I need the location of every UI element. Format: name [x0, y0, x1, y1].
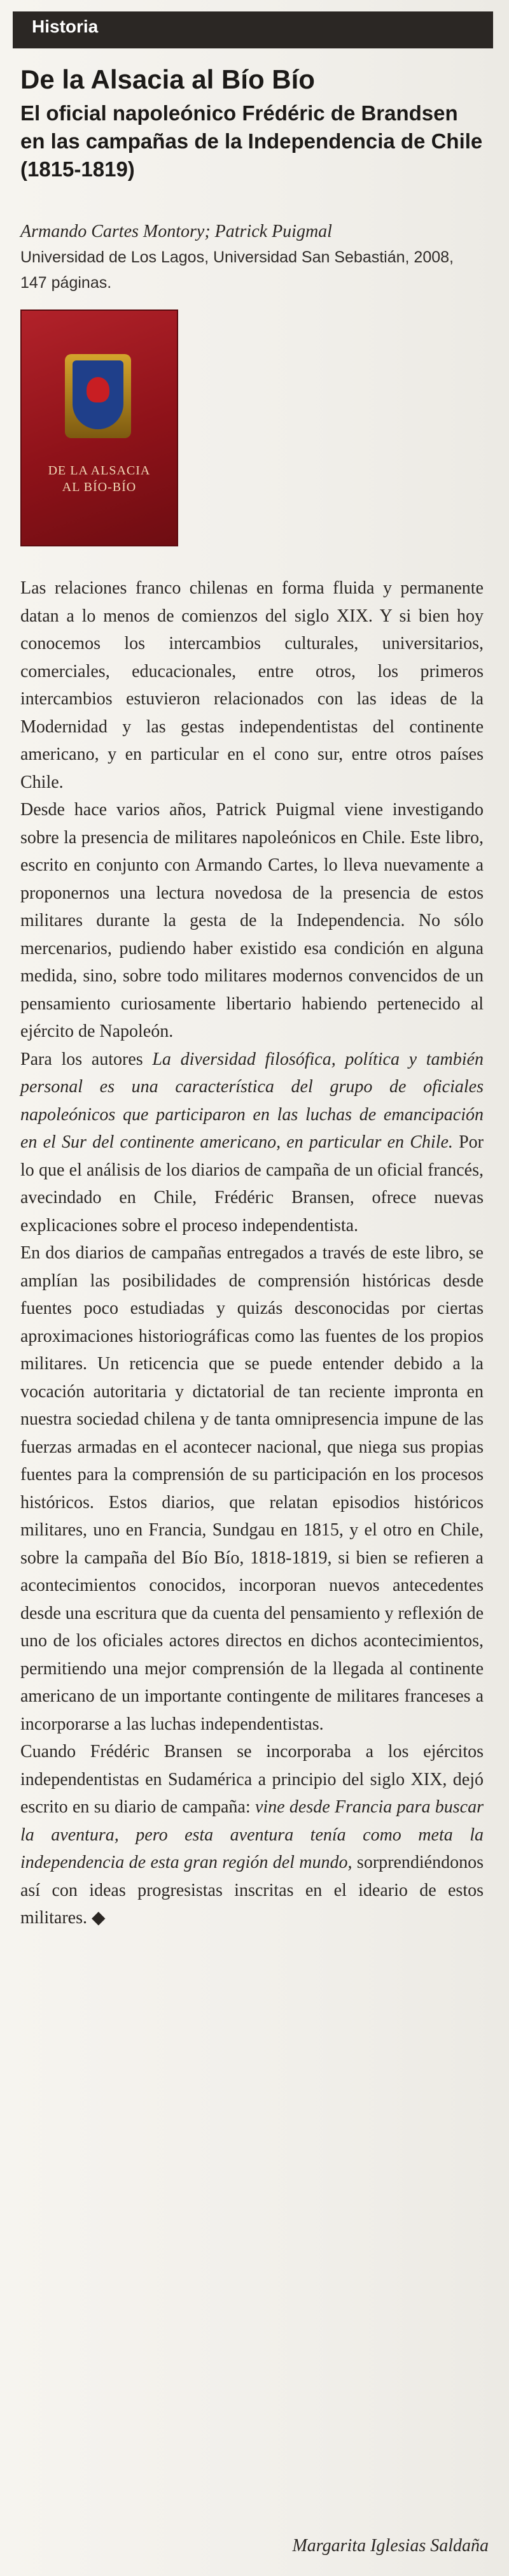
paragraph-2: Desde hace varios años, Patrick Puigmal viene investigando sobre la presencia de militares napoleónicos en Chile. Este libro, escrito en conjunto con Armando Cartes, lo lleva nuevamente a proponernos una lectura novedosa de la presencia de estos militares durante la gesta de la Independencia. No sólo mercenarios, pudiendo haber existido esa condición en alguna medida, sino, sobre todo militares modernos convencidos de un pensamiento curiosamente libertario habiendo pertenecido al ejército de Napoleón. [20, 800, 484, 1041]
paragraph-5 [20, 1738, 484, 1932]
article-subtitle: El oficial napoleónico Frédéric de Brandsen en las campañas de la Independencia de Chile (1815-1819) [20, 101, 483, 181]
paragraph-4: En dos diarios de campañas entregados a través de este libro, se amplían las posibilidades de comprensión históricas desde fuentes poco estudiadas y quizás desconocidas por ciertas aproximaciones historiográficas como las fuentes de los propios militares. Un reticencia que se puede entender debido a la vocación autoritaria y dictatorial de tan reciente impronta en nuestra sociedad chilena y de tanta omnipresencia impune de las fuerzas armadas en el acontecer nacional, que niega sus propias fuentes para la comprensión de su participación en los procesos históricos. Estos diarios, que relatan episodios históricos militares, uno en Francia, Sundgau en 1815, y el otro en Chile, sobre la campaña del Bío Bío, 1818-1819, si bien se refieren a acontecimientos conocidos, incorporan nuevos antecedentes desde una escritura que da cuenta del pensamiento y reflexión de uno de los oficiales actores directos en dichos acontecimientos, permitiendo una mejor comprensión de la llegada al continente americano de un importante contingente de militares franceses a incorporarse a las luchas independentistas. [20, 1243, 484, 1734]
book-cover-image [20, 310, 178, 546]
paragraph-3-intro: Para los autores [20, 1049, 153, 1069]
book-publisher-info: Universidad de Los Lagos, Universidad San Sebastián, 2008, 147 páginas. [20, 248, 454, 292]
shield-emblem-mark [87, 377, 109, 402]
cover-emblem-frame [65, 354, 131, 438]
article [20, 64, 484, 1932]
article-body [20, 574, 484, 1932]
paragraph-5-quote: vine desde Francia para buscar la aventura, pero esta aventura tenía como meta la independencia de esta gran región del mundo, [20, 1797, 484, 1872]
paragraph-3-rest: Por lo que el análisis de los diarios de campaña de un oficial francés, avecindado en Chile, Frédéric Bransen, ofrece nuevas explicaciones sobre el proceso independentista. [20, 1132, 484, 1235]
book-authors: Armando Cartes Montory; Patrick Puigmal [20, 222, 332, 241]
paragraph-5-rest: sorprendiéndonos así con ideas progresistas inscritas en el ideario de estos militares. ◆ [20, 1853, 484, 1928]
section-label: Historia [32, 17, 99, 36]
paragraph-3-quote: La diversidad filosófica, política y también personal es una característica del grupo de oficiales napoleónicos que participaron en las luchas de emancipación en el Sur del continente americano, en particular en Chile. [20, 1049, 484, 1152]
review-signature: Margarita Iglesias Saldaña [292, 2536, 489, 2556]
cover-title-line-2: AL BÍO-BÍO [62, 480, 137, 494]
section-header-bar [13, 11, 493, 48]
paragraph-5-intro: Cuando Frédéric Bransen se incorporaba a los ejércitos independentistas en Sudamérica a principio del siglo XIX, dejó escrito en su diario de campaña: [20, 1742, 484, 1817]
paragraph-1: Las relaciones franco chilenas en forma fluida y permanente datan a lo menos de comienzos del siglo XIX. Y si bien hoy conocemos los intercambios culturales, universitarios, comerciales, educacionales, entre otros, los primeros intercambios estuvieron relacionados con las ideas de la Modernidad y las gestas independentistas del continente americano, y en particular en el cono sur, entre otros países Chile. [20, 578, 484, 792]
article-title: De la Alsacia al Bío Bío [20, 64, 315, 94]
coat-of-arms-icon [73, 360, 123, 429]
cover-title-line-1: DE LA ALSACIA [48, 464, 151, 478]
paragraph-3 [20, 1046, 484, 1240]
cover-title [20, 462, 178, 495]
